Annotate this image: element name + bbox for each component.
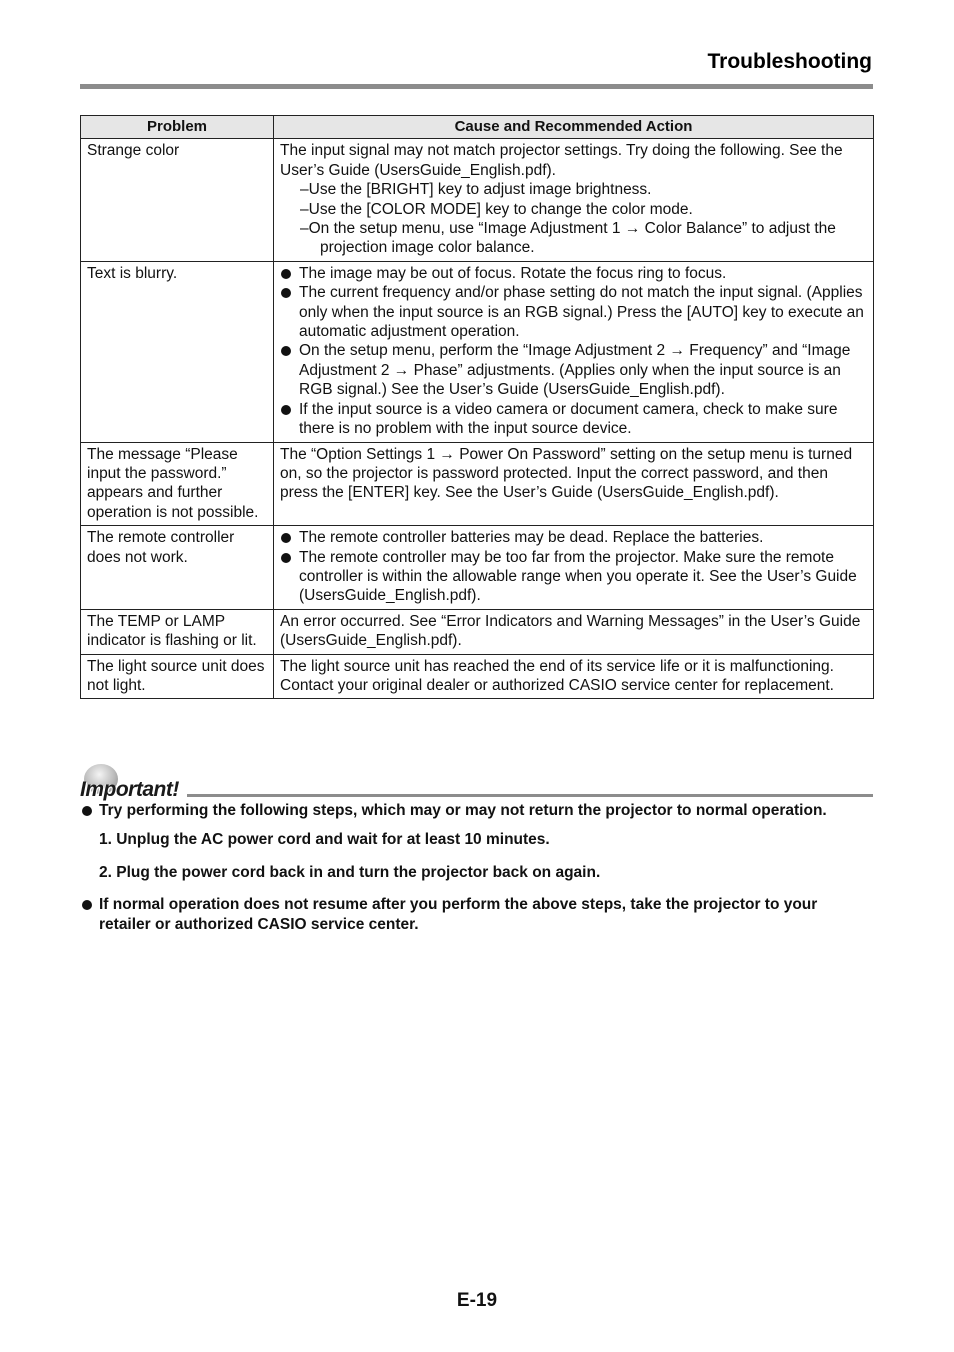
column-header-problem: Problem xyxy=(81,116,274,139)
step-item: 1. Unplug the AC power cord and wait for at least 10 minutes. xyxy=(99,831,550,849)
column-header-cause: Cause and Recommended Action xyxy=(274,116,874,139)
problem-cell: Text is blurry. xyxy=(81,261,274,442)
bullet-item: The current frequency and/or phase setting do not match the input signal. (Applies only when the input source is an RGB signal.) Press the [AUTO] key to execute an automatic adjustment operation. xyxy=(280,283,867,341)
cause-cell: The light source unit has reached the end of its service life or it is malfunctioning. Contact your original dealer or authorized CASIO service center for replacement. xyxy=(274,654,874,699)
table-row xyxy=(81,139,874,261)
cause-cell: An error occurred. See “Error Indicators and Warning Messages” in the User’s Guide (UsersGuide_English.pdf). xyxy=(274,609,874,654)
page-title: Troubleshooting xyxy=(707,50,872,73)
table-row xyxy=(81,654,874,699)
problem-cell: The light source unit does not light. xyxy=(81,654,274,699)
dash-item: –Use the [COLOR MODE] key to change the color mode. xyxy=(300,200,693,218)
cause-cell xyxy=(274,526,874,610)
cause-cell xyxy=(274,139,874,261)
problem-cell: Strange color xyxy=(81,139,274,261)
bullet-item: On the setup menu, perform the “Image Adjustment 2 → Frequency” and “Image Adjustment 2 → Phase” adjustments. (Applies only when the input source is an RGB signal.) See the User’s Guide (UsersGuide_English.pdf). xyxy=(280,341,867,399)
bullet-list xyxy=(280,528,867,606)
bullet-item: If the input source is a video camera or document camera, check to make sure there is no problem with the input source device. xyxy=(280,400,867,439)
troubleshooting-table xyxy=(80,115,874,699)
table-row xyxy=(81,442,874,526)
important-heading xyxy=(80,764,873,800)
bullet-list xyxy=(280,264,867,439)
table-row xyxy=(81,609,874,654)
important-bullet: If normal operation does not resume after you perform the above steps, take the projector to your retailer or authorized CASIO service center. xyxy=(80,895,873,934)
table-header-row xyxy=(81,116,874,139)
page-number: E-19 xyxy=(456,1290,498,1311)
bullet-item: The remote controller batteries may be dead. Replace the batteries. xyxy=(280,528,867,547)
problem-cell: The remote controller does not work. xyxy=(81,526,274,610)
cause-text: The input signal may not match projector settings. Try doing the following. See the User’s Guide (UsersGuide_English.pdf). xyxy=(280,142,843,179)
bullet-item: The image may be out of focus. Rotate the focus ring to focus. xyxy=(280,264,867,283)
table-row xyxy=(81,261,874,442)
dash-item: –Use the [BRIGHT] key to adjust image brightness. xyxy=(300,181,652,199)
table-row xyxy=(81,526,874,610)
cause-cell xyxy=(274,261,874,442)
problem-cell: The TEMP or LAMP indicator is flashing or lit. xyxy=(81,609,274,654)
problem-cell: The message “Please input the password.” appears and further operation is not possible. xyxy=(81,442,274,526)
important-bullet: Try performing the following steps, which may or may not return the projector to normal operation. xyxy=(80,801,873,820)
header-rule xyxy=(80,84,873,89)
bullet-item: The remote controller may be too far from the projector. Make sure the remote controller is within the allowable range when you operate it. See the User’s Guide (UsersGuide_English.pdf). xyxy=(280,548,867,606)
step-item: 2. Plug the power cord back in and turn the projector back on again. xyxy=(99,863,601,881)
dash-item: –On the setup menu, use “Image Adjustment 1 → Color Balance” to adjust the projection image color balance. xyxy=(300,220,836,257)
important-steps xyxy=(99,830,873,882)
important-rule xyxy=(187,794,873,797)
important-body xyxy=(80,801,873,934)
cause-cell: The “Option Settings 1 → Power On Password” setting on the setup menu is turned on, so the projector is password protected. Input the correct password, and then press the [ENTER] key. See the User’s Guide (UsersGuide_English.pdf). xyxy=(274,442,874,526)
important-label: Important! xyxy=(80,778,179,801)
